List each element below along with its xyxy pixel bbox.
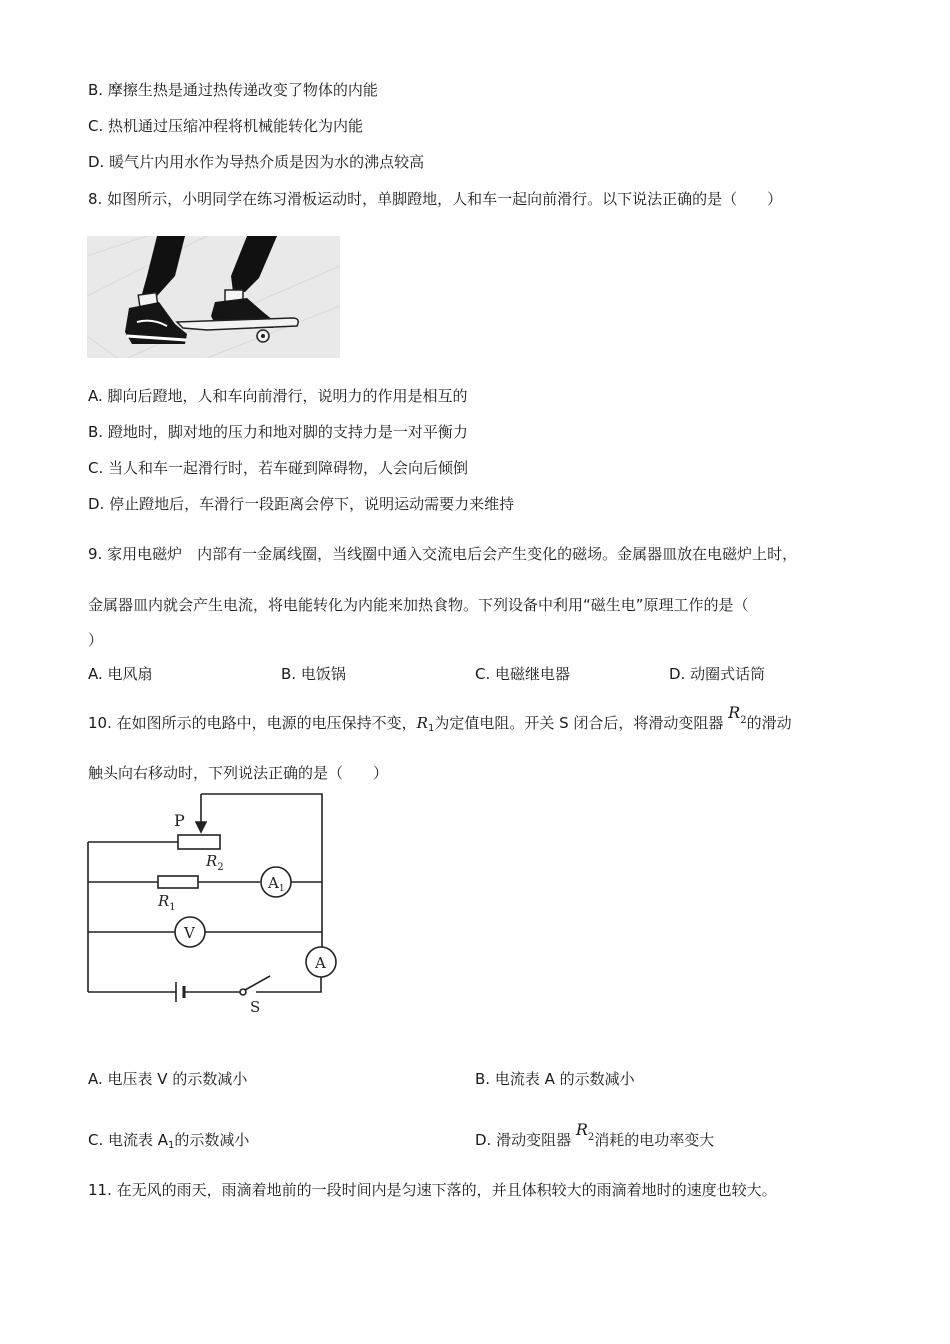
q10-option-d-r2-symbol: [575, 1120, 595, 1143]
q10-option-d-r2-letter: R: [575, 1120, 588, 1139]
q10-stem-part-b: 为定值电阻。开关 S 闭合后，将滑动变阻器: [434, 714, 724, 732]
q10-option-d-part-b: 消耗的电功率变大: [594, 1131, 715, 1149]
q7-option-b: B. 摩擦生热是通过热传递改变了物体的内能: [88, 81, 378, 99]
q10-r2-symbol: [728, 703, 747, 726]
q10-option-d-r2-subscript: 2: [587, 1132, 595, 1143]
q8-stem: 8. 如图所示，小明同学在练习滑板运动时，单脚蹬地，人和车一起向前滑行。以下说法正确的是（ ）: [88, 190, 783, 208]
q9-option-c: C. 电磁继电器: [475, 665, 571, 683]
q10-option-d-part-a: D. 滑动变阻器: [475, 1131, 572, 1149]
circuit-label-r2: [205, 852, 224, 873]
q9-stem-line1: 9. 家用电磁炉 内部有一金属线圈，当线圈中通入交流电后会产生变化的磁场。金属器皿放在电磁炉上时，: [88, 545, 798, 563]
q8-option-a: A. 脚向后蹬地，人和车向前滑行，说明力的作用是相互的: [88, 387, 468, 405]
circuit-r1-subscript: 1: [169, 902, 176, 913]
q10-stem-line1: [88, 703, 792, 741]
q10-r2-subscript: 2: [740, 715, 747, 726]
circuit-r1-letter: R: [158, 892, 170, 910]
circuit-label-v: V: [184, 924, 195, 942]
circuit-r2-subscript: 2: [217, 862, 224, 873]
circuit-label-s: S: [250, 998, 261, 1016]
circuit-a1-letter: A: [268, 874, 279, 892]
q10-r2-letter: R: [728, 703, 741, 722]
q7-option-c: C. 热机通过压缩冲程将机械能转化为内能: [88, 117, 364, 135]
q10-option-c-subscript: 1: [168, 1140, 175, 1151]
q8-option-b: B. 蹬地时，脚对地的压力和地对脚的支持力是一对平衡力: [88, 423, 468, 441]
q10-option-c-part-a: C. 电流表 A: [88, 1131, 169, 1149]
circuit-diagram: [80, 790, 340, 1020]
circuit-label-r1: [157, 892, 176, 913]
q10-stem-part-c: 的滑动: [746, 714, 792, 732]
circuit-label-a: A: [315, 954, 326, 972]
q9-option-a: A. 电风扇: [88, 665, 153, 683]
circuit-r2-letter: R: [206, 852, 218, 870]
q10-option-c: [88, 1130, 249, 1156]
q10-r1-symbol: R: [416, 714, 428, 732]
q8-option-d: D. 停止蹬地后，车滑行一段距离会停下，说明运动需要力来维持: [88, 495, 515, 513]
circuit-a1-subscript: 1: [278, 884, 285, 894]
q10-option-a: A. 电压表 V 的示数减小: [88, 1070, 248, 1088]
q10-stem-line2: 触头向右移动时，下列说法正确的是（ ）: [88, 764, 389, 782]
q10-option-b: B. 电流表 A 的示数减小: [475, 1070, 635, 1088]
q9-option-b: B. 电饭锅: [281, 665, 346, 683]
q9-option-d: D. 动圈式话筒: [669, 665, 766, 683]
circuit-label-p: P: [174, 811, 185, 830]
q7-option-d: D. 暖气片内用水作为导热介质是因为水的沸点较高: [88, 153, 425, 171]
skateboard-figure: [87, 236, 340, 358]
q10-option-d: [475, 1120, 715, 1158]
q11-stem: 11. 在无风的雨天，雨滴着地前的一段时间内是匀速下落的，并且体积较大的雨滴着地时的速度也较大。: [88, 1181, 777, 1199]
q10-option-c-part-b: 的示数减小: [174, 1131, 250, 1149]
q10-r1-subscript: 1: [427, 723, 435, 734]
q8-option-c: C. 当人和车一起滑行时，若车碰到障碍物，人会向后倾倒: [88, 459, 469, 477]
q10-stem-part-a: 10. 在如图所示的电路中，电源的电压保持不变，: [88, 714, 417, 732]
q9-stem-line3: ）: [88, 631, 104, 649]
q9-stem-line2: 金属器皿内就会产生电流，将电能转化为内能来加热食物。下列设备中利用“磁生电”原理工作的是（: [88, 596, 749, 614]
